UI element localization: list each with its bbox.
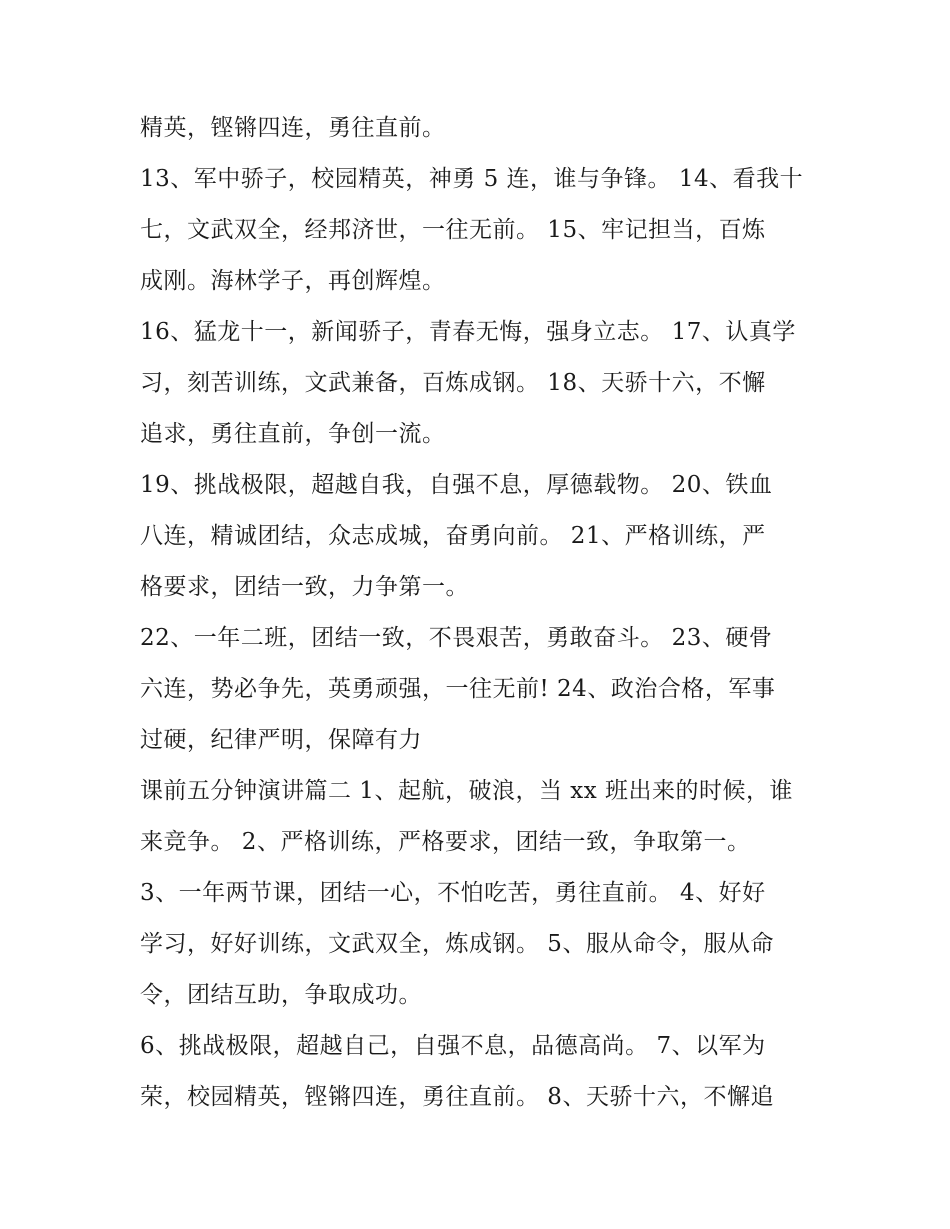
- document-body: [140, 103, 820, 1123]
- text-line: 格要求，团结一致，力争第一。: [140, 574, 469, 600]
- text-line: 13、军中骄子，校园精英，神勇 5 连，谁与争锋。 14、看我十: [140, 166, 804, 192]
- text-line: 16、猛龙十一，新闻骄子，青春无悔，强身立志。 17、认真学: [140, 319, 796, 345]
- text-line: 六连，势必争先，英勇顽强，一往无前! 24、政治合格，军事: [140, 676, 776, 702]
- text-line: 七，文武双全，经邦济世，一往无前。 15、牢记担当，百炼: [140, 217, 766, 243]
- text-line: 19、挑战极限，超越自我，自强不息，厚德载物。 20、铁血: [140, 472, 773, 498]
- text-line: 追求，勇往直前，争创一流。: [140, 421, 446, 447]
- text-line: 令，团结互助，争取成功。: [140, 982, 422, 1008]
- text-line: 过硬，纪律严明，保障有力: [140, 727, 422, 753]
- text-line: 6、挑战极限，超越自己，自强不息，品德高尚。 7、以军为: [140, 1033, 766, 1059]
- text-line: 22、一年二班，团结一致，不畏艰苦，勇敢奋斗。 23、硬骨: [140, 625, 773, 651]
- text-line: 3、一年两节课，团结一心，不怕吃苦，勇往直前。 4、好好: [140, 880, 766, 906]
- text-line: 课前五分钟演讲篇二 1、起航，破浪，当 xx 班出来的时候，谁: [140, 778, 794, 804]
- text-line: 习，刻苦训练，文武兼备，百炼成钢。 18、天骄十六，不懈: [140, 370, 766, 396]
- text-line: 成刚。海林学子，再创辉煌。: [140, 268, 446, 294]
- text-line: 八连，精诚团结，众志成城，奋勇向前。 21、严格训练，严: [140, 523, 766, 549]
- text-line: 荣，校园精英，铿锵四连，勇往直前。 8、天骄十六，不懈追: [140, 1084, 774, 1110]
- text-line: 精英，铿锵四连，勇往直前。: [140, 115, 446, 141]
- text-line: 学习，好好训练，文武双全，炼成钢。 5、服从命令，服从命: [140, 931, 774, 957]
- text-line: 来竞争。 2、严格训练，严格要求，团结一致，争取第一。: [140, 829, 751, 855]
